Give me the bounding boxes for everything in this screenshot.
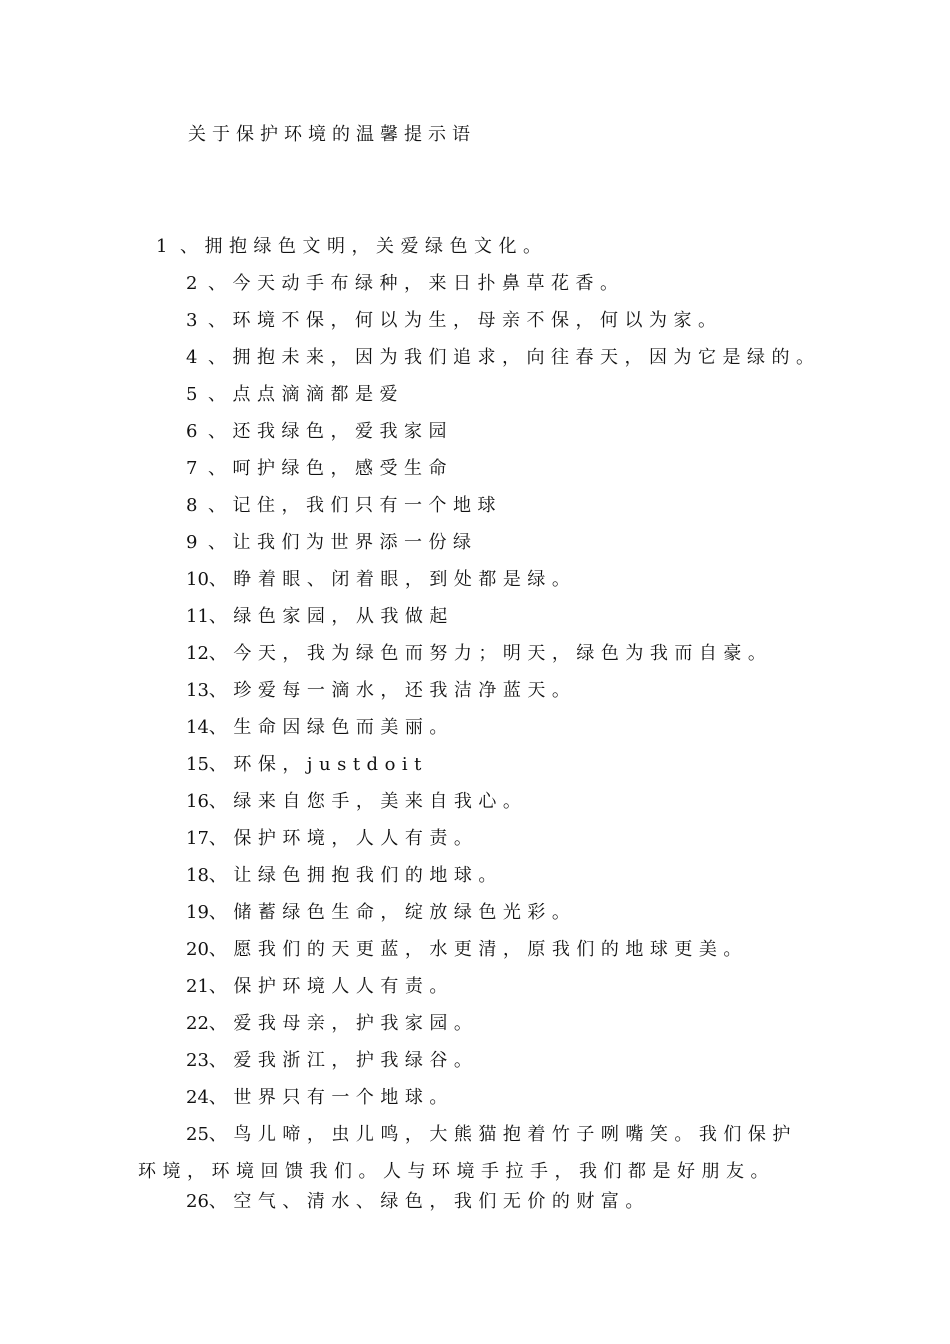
item-text: 今天动手布绿种，来日扑鼻草花香。 [232, 273, 625, 294]
list-item [0, 1009, 950, 1046]
list-item [0, 787, 950, 824]
list-item [0, 1083, 950, 1120]
list-item [0, 454, 950, 491]
item-separator: 、 [208, 273, 233, 294]
item-separator: 、 [208, 569, 234, 590]
item-separator: 、 [208, 1050, 234, 1071]
item-number: 25 [186, 1124, 209, 1145]
item-number: 12 [186, 643, 209, 664]
list-item [0, 269, 950, 306]
item-text-continuation: 环境，环境回馈我们。人与环境手拉手，我们都是好朋友。 [138, 1161, 775, 1182]
item-number: 7 [186, 458, 198, 479]
list-item [0, 639, 950, 676]
list-item [0, 380, 950, 417]
item-separator: 、 [208, 976, 234, 997]
list-item [0, 898, 950, 935]
item-number: 23 [186, 1050, 209, 1071]
list-item [0, 676, 950, 713]
item-text: 愿我们的天更蓝，水更清，原我们的地球更美。 [233, 939, 748, 960]
list-item [0, 713, 950, 750]
item-separator: 、 [208, 606, 234, 627]
item-separator: 、 [208, 1124, 234, 1145]
item-number: 26 [186, 1191, 209, 1212]
item-separator: 、 [208, 643, 234, 664]
item-number: 6 [186, 421, 198, 442]
item-separator: 、 [208, 347, 233, 368]
item-text: 爱我浙江，护我绿谷。 [233, 1050, 479, 1071]
item-text: 爱我母亲，护我家园。 [233, 1013, 479, 1034]
list-item [0, 972, 950, 1009]
item-separator: 、 [208, 310, 233, 331]
item-separator: 、 [208, 902, 234, 923]
list-item [0, 750, 950, 787]
list-item [0, 491, 950, 528]
item-separator: 、 [208, 421, 233, 442]
item-separator: 、 [208, 458, 233, 479]
item-text: 储蓄绿色生命，绽放绿色光彩。 [233, 902, 577, 923]
item-separator: 、 [208, 532, 233, 553]
item-number: 10 [186, 569, 209, 590]
item-separator: 、 [208, 754, 234, 775]
item-number: 20 [186, 939, 209, 960]
item-text: 珍爱每一滴水，还我洁净蓝天。 [233, 680, 577, 701]
item-number: 3 [186, 310, 198, 331]
item-number: 17 [186, 828, 209, 849]
item-text: 绿来自您手，美来自我心。 [233, 791, 528, 812]
list-item [0, 343, 950, 380]
list-item [0, 602, 950, 639]
item-number: 22 [186, 1013, 209, 1034]
item-text: 让我们为世界添一份绿 [232, 532, 478, 553]
item-text: 空气、清水、绿色，我们无价的财富。 [233, 1191, 650, 1212]
item-number: 11 [186, 606, 209, 627]
item-text: 拥抱绿色文明，关爱绿色文化。 [204, 236, 548, 257]
item-separator: 、 [208, 717, 234, 738]
item-text: 生命因绿色而美丽。 [233, 717, 454, 738]
item-number: 16 [186, 791, 209, 812]
list-item [0, 528, 950, 565]
item-separator: 、 [208, 828, 234, 849]
item-text: 环保，justdoit [233, 754, 428, 775]
item-number: 1 [156, 236, 168, 257]
item-separator: 、 [208, 939, 234, 960]
item-text: 绿色家园，从我做起 [233, 606, 454, 627]
tips-list [0, 232, 950, 1224]
item-text: 让绿色拥抱我们的地球。 [233, 865, 503, 886]
item-text: 记住，我们只有一个地球 [232, 495, 502, 516]
document-title: 关于保护环境的温馨提示语 [188, 124, 476, 145]
item-number: 4 [186, 347, 198, 368]
item-text: 今天，我为绿色而努力；明天，绿色为我而自豪。 [233, 643, 773, 664]
list-item [0, 306, 950, 343]
list-item [0, 417, 950, 454]
item-separator: 、 [208, 495, 233, 516]
item-number: 5 [186, 384, 198, 405]
list-item [0, 824, 950, 861]
item-separator: 、 [208, 1191, 234, 1212]
item-number: 8 [186, 495, 198, 516]
item-text: 保护环境人人有责。 [233, 976, 454, 997]
item-text: 环境不保，何以为生，母亲不保，何以为家。 [232, 310, 723, 331]
item-number: 19 [186, 902, 209, 923]
item-number: 14 [186, 717, 209, 738]
item-number: 2 [186, 273, 198, 294]
item-number: 15 [186, 754, 209, 775]
list-item [0, 861, 950, 898]
item-number: 21 [186, 976, 209, 997]
list-item [0, 1187, 950, 1224]
list-item [0, 935, 950, 972]
list-item [0, 1046, 950, 1083]
item-number: 24 [186, 1087, 209, 1108]
list-item [0, 232, 950, 269]
item-number: 13 [186, 680, 209, 701]
item-text: 睁着眼、闭着眼，到处都是绿。 [233, 569, 577, 590]
item-text: 还我绿色，爱我家园 [232, 421, 453, 442]
item-number: 18 [186, 865, 209, 886]
item-separator: 、 [208, 865, 234, 886]
item-text: 拥抱未来，因为我们追求，向往春天，因为它是绿的。 [232, 347, 821, 368]
item-separator: 、 [208, 384, 233, 405]
list-item [0, 565, 950, 602]
item-text: 世界只有一个地球。 [233, 1087, 454, 1108]
item-text: 保护环境，人人有责。 [233, 828, 479, 849]
item-text: 呵护绿色，感受生命 [232, 458, 453, 479]
item-number: 9 [186, 532, 198, 553]
list-item [0, 1120, 950, 1187]
item-separator: 、 [208, 791, 234, 812]
item-separator: 、 [208, 680, 234, 701]
item-separator: 、 [208, 1013, 234, 1034]
item-text: 点点滴滴都是爱 [232, 384, 404, 405]
item-text: 鸟儿啼，虫儿鸣，大熊猫抱着竹子咧嘴笑。我们保护 [233, 1124, 797, 1145]
item-separator: 、 [208, 1087, 234, 1108]
item-separator: 、 [180, 236, 205, 257]
